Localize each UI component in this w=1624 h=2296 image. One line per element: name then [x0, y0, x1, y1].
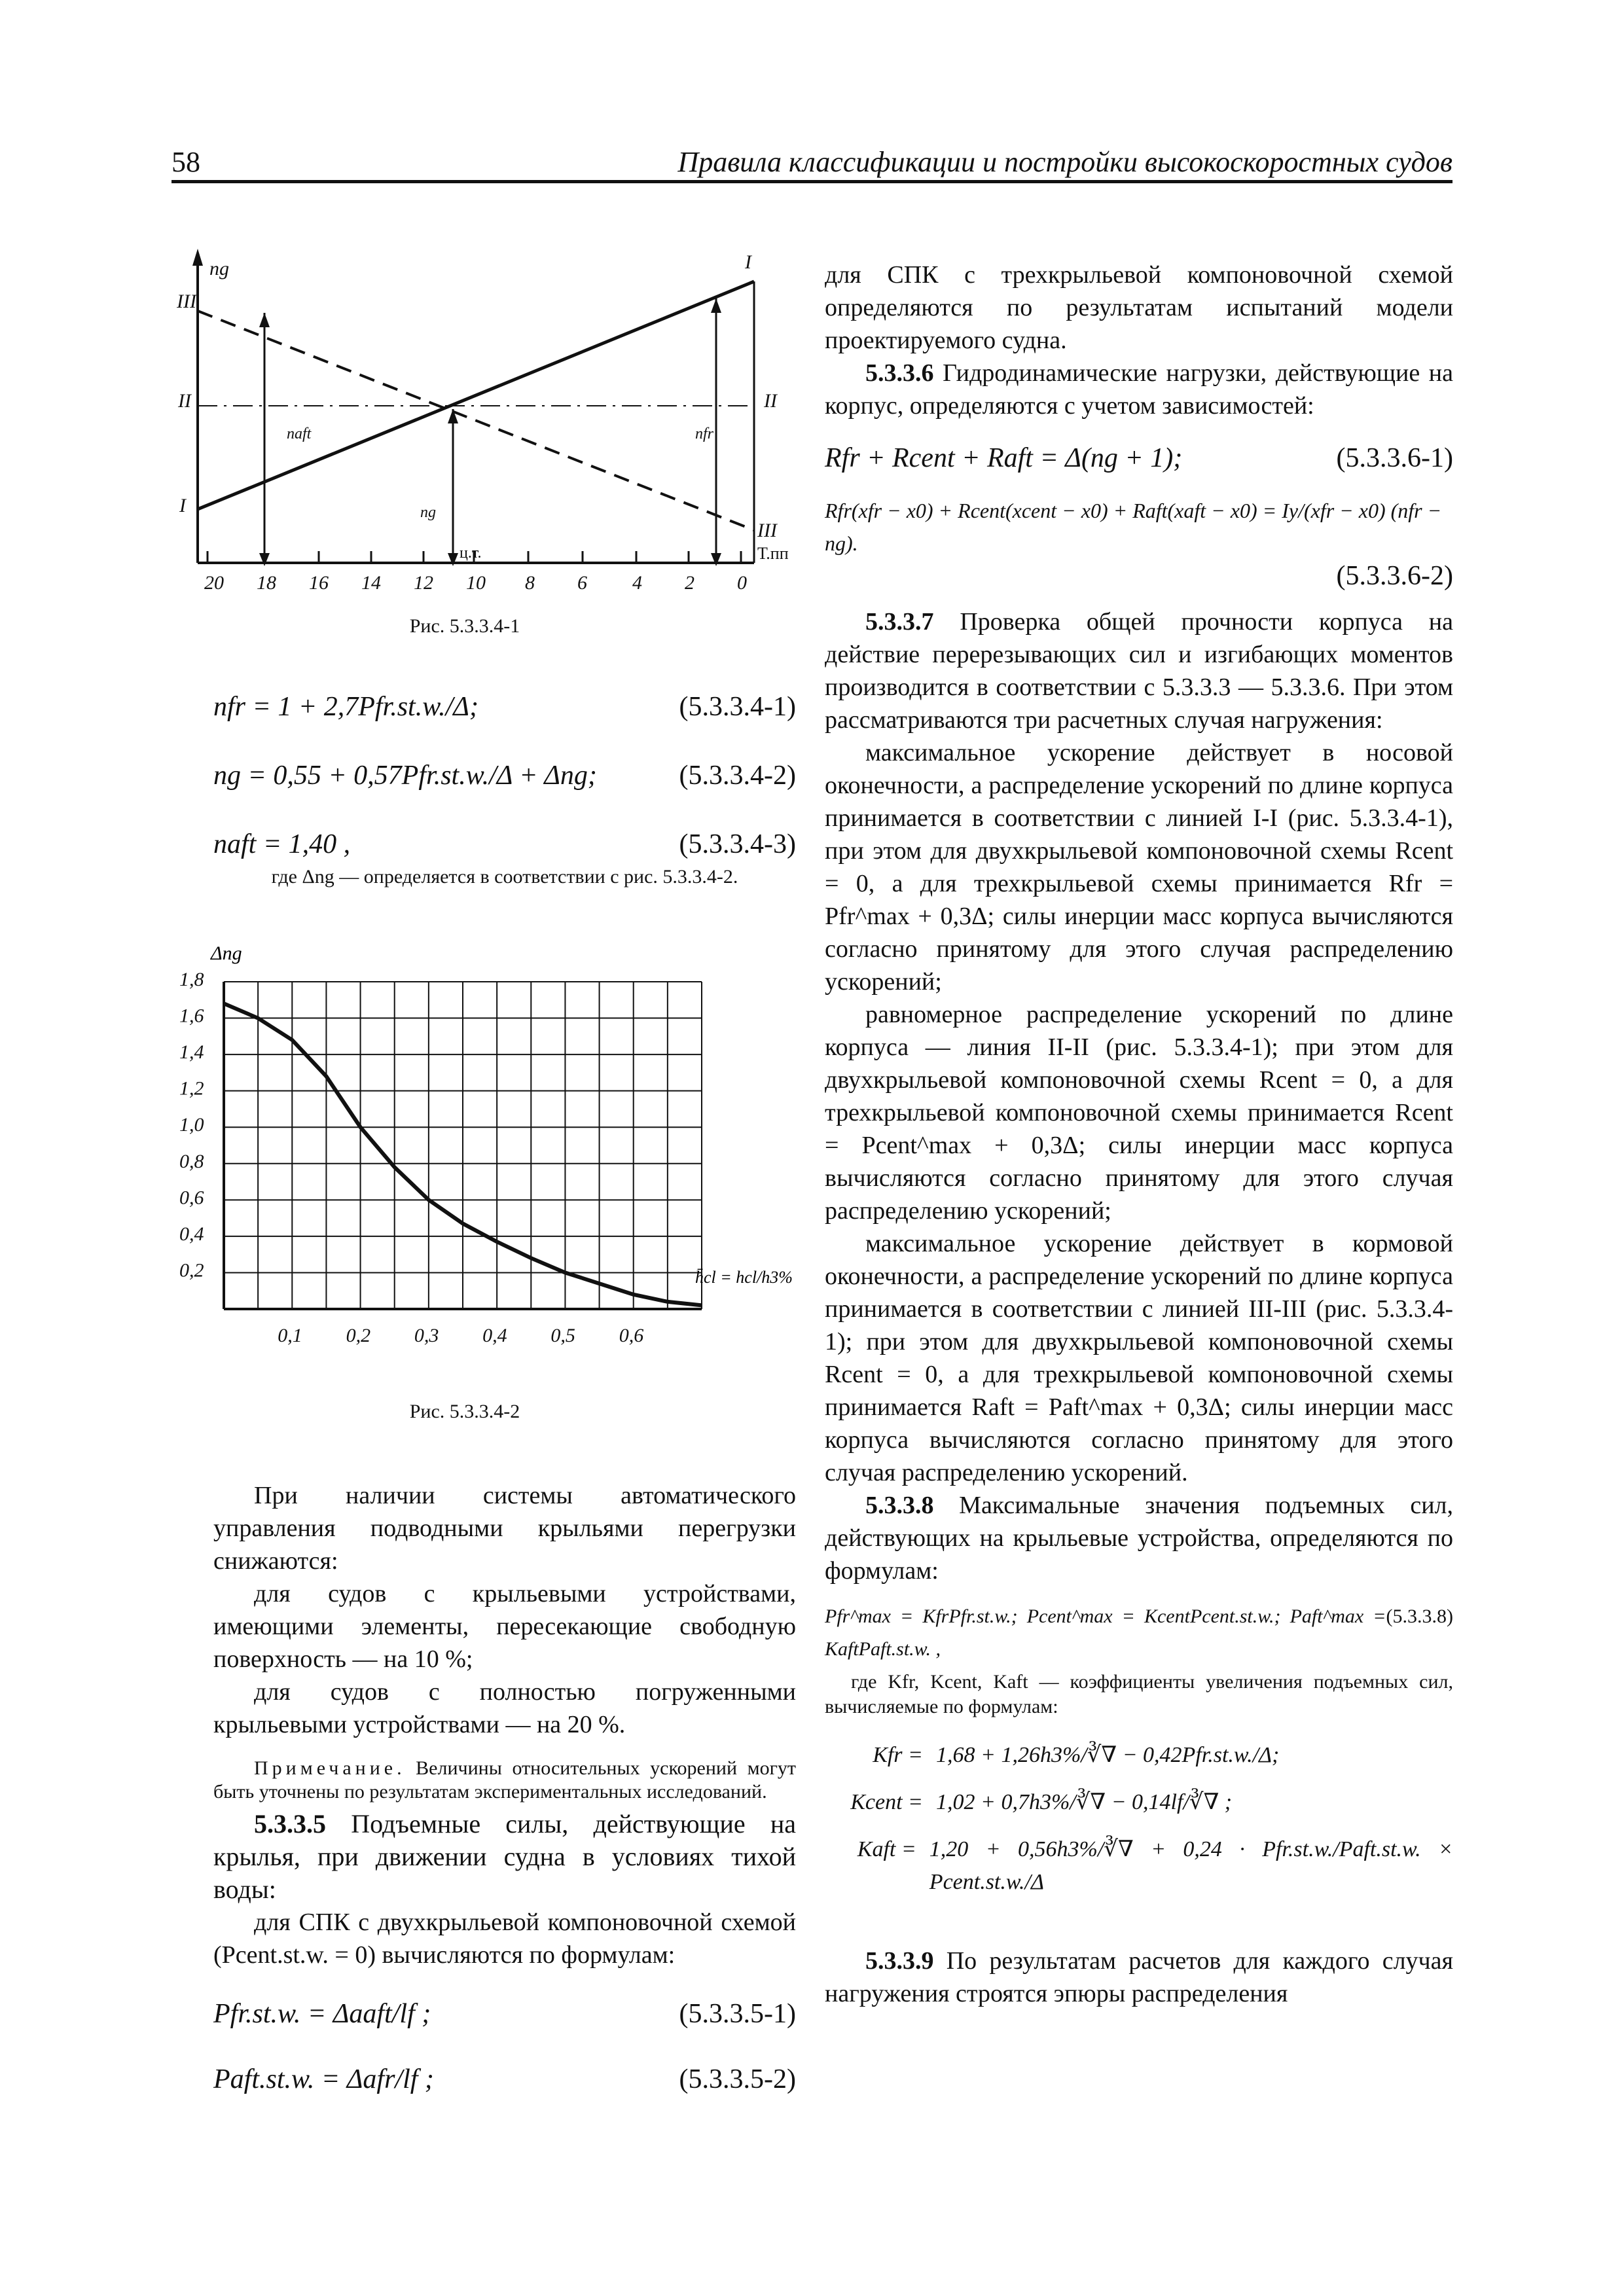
- label-I-top: I: [745, 251, 751, 273]
- label-III-right: III: [757, 520, 777, 541]
- y-tick-label: 0,6: [179, 1187, 204, 1209]
- y-tick-label: 1,0: [179, 1114, 204, 1136]
- equation-number: (5.3.3.4-3): [679, 829, 796, 859]
- section-5-3-3-9: [825, 1945, 1453, 2010]
- x-tick-label: 12: [414, 572, 433, 594]
- note: [213, 1757, 796, 1804]
- y-tick-label: 1,8: [179, 969, 204, 990]
- coefficient-expr: 1,02 + 0,7h3%/∛∇ − 0,14lf/∛∇ ;: [936, 1790, 1233, 1814]
- x-tick-label: 14: [361, 572, 381, 594]
- x-tick-label: 2: [685, 572, 695, 594]
- section-text: По результатам расчетов для каждого случая нагружения строятся эпюры распределения: [825, 1947, 1454, 2007]
- equation-5-3-3-5-1: [213, 1998, 796, 2030]
- running-title: Правила классификации и постройки высокоскоростных судов: [677, 146, 1453, 178]
- line-I-I: [198, 281, 754, 509]
- y-tick-label: 1,4: [179, 1041, 204, 1064]
- equation-body: nfr = 1 + 2,7Pfr.st.w./Δ;: [213, 692, 478, 722]
- x-tick-label: 0,1: [278, 1325, 302, 1346]
- note-body: Величины относительных ускорений могут быть уточнены по результатам экспериментальных исследований.: [213, 1757, 796, 1803]
- coefficient-kaft: [825, 1833, 1453, 1899]
- arrow-head-nfr: [711, 298, 721, 313]
- paragraph: для судов с крыльевыми устройствами, имеющими элементы, пересекающие свободную поверхность — на 10 %;: [213, 1580, 796, 1673]
- paragraph: максимальное ускорение действует в кормовой оконечности, а распределение ускорений по длине корпуса принимается в соответствии с линией III-III (рис. 5.3.3.4-1); при этом для двухкрыльевой компоновочной схемы Rcent = 0, а для трехкрыльевой компоновочной схемы принимается Raft = Paft^max + 0,3Δ; силы инерции масс корпуса вычисляются согласно принятому для этого случая распределению ускорений.: [825, 1230, 1453, 1486]
- label-II-left: II: [178, 390, 191, 412]
- paragraph: для СПК с трехкрыльевой компоновочной схемой определяются по результатам испытаний модели проектируемого судна.: [825, 261, 1453, 354]
- paragraph: равномерное распределение ускорений по длине корпуса — линия II-II (рис. 5.3.3.4-1); при этом для двухкрыльевой компоновочной схемы Rcent = 0, а для трехкрыльевой компоновочной схемы принимается Rcent = Pcent^max + 0,3Δ; силы инерции масс корпуса вычисляются согласно принятому для этого случая распределению ускорений;: [825, 1001, 1453, 1225]
- chart-grid: [224, 982, 702, 1309]
- section-5-3-3-7: [825, 605, 1453, 736]
- x-tick-label: 0: [737, 572, 747, 594]
- line-III-III: [198, 311, 754, 530]
- equation-body: naft = 1,40 ,: [213, 829, 351, 859]
- x-tick-label: 8: [525, 572, 535, 594]
- equation-number: (5.3.3.4-1): [679, 692, 796, 722]
- equation-5-3-3-6-1: [825, 442, 1453, 475]
- x-tick-label: 0,2: [346, 1325, 371, 1346]
- arrow-head-naft: [259, 313, 270, 327]
- label-ng: ng: [420, 504, 436, 521]
- equation-number: (5.3.3.5-1): [679, 1999, 796, 2029]
- label-III-left: III: [177, 291, 196, 312]
- note-heading: Примечание.: [254, 1757, 406, 1779]
- equation-body: Pfr^max = KfrPfr.st.w.; Pcent^max = KcentPcent.st.w.; Paft^max = KaftPaft.st.w. ,: [825, 1605, 1386, 1660]
- figure-5-3-3-4-2: [171, 942, 800, 1361]
- section-text: Максимальные значения подъемных сил, действующих на крыльевые устройства, определяются по формулам:: [825, 1492, 1453, 1585]
- section-number: 5.3.3.6: [865, 359, 934, 387]
- x-axis-label: Т.пп: [757, 544, 789, 563]
- equation-number: (5.3.3.6-2): [1336, 561, 1453, 591]
- equation-number: (5.3.3.5-2): [679, 2064, 796, 2094]
- coefficient-kcent: [825, 1786, 1453, 1819]
- section-text: Подъемные силы, действующие на крылья, при движении судна в условиях тихой воды:: [213, 1809, 796, 1904]
- section-number: 5.3.3.8: [865, 1492, 934, 1519]
- section-text: Гидродинамические нагрузки, действующие на корпус, определяются с учетом зависимостей:: [825, 359, 1454, 420]
- y-axis-label: ng: [209, 258, 229, 279]
- arrow-head-ng: [448, 409, 458, 423]
- coefficient-kfr: [825, 1739, 1453, 1772]
- x-tick-label: 0,3: [414, 1325, 439, 1346]
- x-tick-label: 20: [204, 572, 224, 594]
- coefficient-label: Kfr =: [873, 1743, 923, 1767]
- section-5-3-3-6: [825, 357, 1453, 422]
- equation-5-3-3-8: [825, 1600, 1453, 1666]
- label-II-right: II: [764, 390, 777, 412]
- header-rule: [171, 180, 1453, 183]
- equation-body: Pfr.st.w. = Δaaft/lf ;: [213, 1999, 431, 2029]
- label-cg: ц.т.: [460, 545, 482, 562]
- equation-5-3-3-4-3: [213, 828, 796, 861]
- y-tick-label: 1,2: [179, 1077, 204, 1100]
- figure-caption: Рис. 5.3.3.4-2: [409, 1401, 520, 1422]
- x-tick-label: 6: [577, 572, 587, 594]
- equation-body: Paft.st.w. = Δafr/lf ;: [213, 2064, 434, 2094]
- chart-y-label: Δng: [211, 942, 242, 964]
- figure-5-3-3-4-1: [171, 242, 813, 609]
- x-tick-label: 18: [257, 572, 276, 594]
- coefficient-expr: 1,68 + 1,26h3%/∛∇ − 0,42Pfr.st.w./Δ;: [936, 1743, 1280, 1767]
- x-tick-label: 0,4: [482, 1325, 507, 1346]
- chart-x-label: h̄cl = hcl/h3%: [695, 1268, 793, 1287]
- y-tick-label: 0,8: [179, 1150, 204, 1172]
- y-tick-labels: [179, 969, 204, 1281]
- coefficient-label: Kcent =: [850, 1790, 923, 1814]
- paragraph: для СПК с двухкрыльевой компоновочной схемой (Pcent.st.w. = 0) вычисляются по формулам:: [213, 1909, 796, 1969]
- x-tick-labels: [278, 1325, 643, 1346]
- y-tick-label: 1,6: [179, 1005, 204, 1027]
- x-tick-label: 0,5: [550, 1325, 575, 1346]
- paragraph: максимальное ускорение действует в носовой оконечности, а распределение ускорений по длине корпуса принимается в соответствии с линией I-I (рис. 5.3.3.4-1), при этом для двухкрыльевой компоновочной схемы Rcent = 0, а для трехкрыльевой схемы принимается Rfr = Pfr^max + 0,3Δ; силы инерции масс корпуса вычисляются согласно принятому для этого случая распределению ускорений;: [825, 739, 1453, 996]
- section-number: 5.3.3.7: [865, 608, 934, 636]
- equation-5-3-3-6-2-body: Rfr(xfr − x0) + Rcent(xcent − x0) + Raft(xaft − x0) = Iy/(xfr − x0) (nfr − ng).: [825, 499, 1442, 555]
- label-nfr: nfr: [695, 425, 714, 442]
- section-number: 5.3.3.9: [865, 1947, 934, 1975]
- section-number: 5.3.3.5: [254, 1809, 326, 1839]
- section-text: Проверка общей прочности корпуса на действие перерезывающих сил и изгибающих моментов производится в соответствии с 5.3.3.3 — 5.3.3.6. При этом рассматриваются три расчетных случая нагружения:: [825, 608, 1454, 734]
- y-axis-arrow: [192, 249, 203, 266]
- paragraph: для судов с полностью погруженными крыльевыми устройствами — на 20 %.: [213, 1678, 796, 1738]
- equation-5-3-3-4-2: [213, 759, 796, 792]
- equation-5-3-3-4-1: [213, 691, 796, 723]
- equation-number: (5.3.3.8): [1386, 1605, 1453, 1627]
- y-tick-label: 0,2: [179, 1259, 204, 1282]
- equation-body: ng = 0,55 + 0,57Pfr.st.w./Δ + Δng;: [213, 761, 597, 791]
- figure-caption: Рис. 5.3.3.4-1: [409, 615, 520, 637]
- page-number: 58: [171, 146, 200, 178]
- y-tick-label: 0,4: [179, 1223, 204, 1245]
- coefficient-label: Kaft =: [857, 1837, 916, 1861]
- x-tick-label: 0,6: [619, 1325, 644, 1346]
- paragraph: При наличии системы автоматического управления подводными крыльями перегрузки снижаются:: [213, 1482, 796, 1575]
- equation-where: где Δng — определяется в соответствии с рис. 5.3.3.4-2.: [271, 866, 738, 888]
- coefficient-expr: 1,20 + 0,56h3%/∛∇ + 0,24 · Pfr.st.w./Paft.st.w. × Pcent.st.w./Δ: [929, 1837, 1453, 1894]
- section-5-3-3-5: [213, 1808, 796, 1906]
- x-tick-label: 4: [632, 572, 642, 594]
- label-I-left: I: [179, 495, 186, 516]
- x-tick-label: 10: [466, 572, 486, 594]
- equation-number: (5.3.3.6-1): [1336, 443, 1453, 473]
- equation-where: где Kfr, Kcent, Kaft — коэффициенты увеличения подъемных сил, вычисляемые по формулам:: [825, 1671, 1453, 1717]
- equation-5-3-3-5-2: [213, 2063, 796, 2096]
- x-tick-label: 16: [309, 572, 329, 594]
- label-naft: naft: [287, 425, 312, 442]
- equation-number: (5.3.3.4-2): [679, 761, 796, 791]
- section-5-3-3-8: [825, 1489, 1453, 1587]
- equation-body: Rfr + Rcent + Raft = Δ(ng + 1);: [825, 443, 1183, 473]
